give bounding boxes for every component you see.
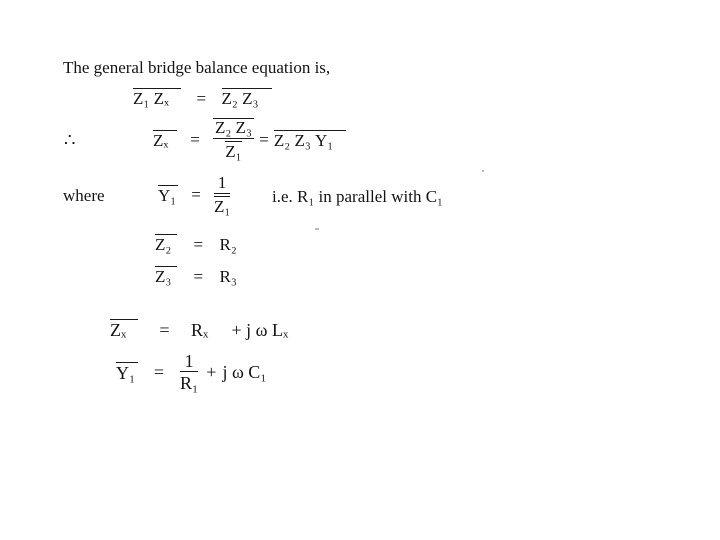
- term: Y₁: [315, 130, 334, 150]
- denominator: Z₁: [225, 142, 242, 161]
- denominator: Z₁: [214, 197, 231, 216]
- term: Z₂: [221, 89, 238, 108]
- rhs-product: [222, 88, 272, 108]
- z2-equation: [155, 234, 237, 255]
- term: Z₃: [242, 89, 259, 108]
- zx-term: Zₓ: [110, 319, 138, 339]
- numerator: Z₂ Z₃: [215, 118, 252, 137]
- fraction: [213, 118, 254, 161]
- zx-term: Zₓ: [153, 130, 177, 150]
- equals-sign: =: [259, 129, 269, 149]
- equals-sign: =: [153, 361, 165, 382]
- intro-text: The general bridge balance equation is,: [63, 58, 331, 77]
- y1-term: Y₁: [116, 362, 138, 382]
- r2-term: R₂: [219, 235, 237, 254]
- y1-term: Y₁: [158, 186, 177, 205]
- balance-equation: [133, 88, 272, 109]
- equals-sign: =: [191, 185, 201, 204]
- fraction: [214, 174, 230, 216]
- fraction: [180, 352, 198, 392]
- y1-definition: [158, 174, 230, 216]
- term: Z₁: [133, 89, 150, 108]
- zx-impedance-equation: [110, 319, 288, 341]
- therefore-symbol: ∴: [64, 130, 76, 150]
- r3-term: R₃: [219, 267, 237, 286]
- plus-sign: +: [231, 320, 242, 340]
- where-label: where: [63, 186, 105, 205]
- term: Zₓ: [153, 89, 169, 108]
- susceptance-term: j ω C₁: [222, 361, 267, 382]
- equals-sign: =: [196, 89, 207, 108]
- term: Z₂: [273, 130, 291, 150]
- equals-sign: =: [159, 320, 170, 340]
- z2-term: Z₂: [155, 234, 177, 254]
- fraction-bar: [214, 193, 230, 194]
- reactance-term: j ω Lₓ: [246, 320, 289, 340]
- numerator: 1: [184, 351, 194, 371]
- equals-sign: =: [193, 267, 204, 286]
- term: Z₃: [294, 130, 311, 150]
- equals-sign: =: [190, 129, 200, 149]
- numerator: 1: [217, 173, 227, 192]
- zx-equation: [153, 118, 346, 161]
- plus-sign: +: [206, 361, 217, 382]
- fraction-bar: [213, 138, 254, 139]
- rx-term: Rₓ: [191, 320, 209, 340]
- parallel-note: i.e. R₁ in parallel with C₁: [272, 187, 443, 206]
- lhs-product: [133, 88, 181, 108]
- fraction-bar: [180, 371, 198, 372]
- z3-term: Z₃: [155, 266, 177, 286]
- rhs-product: [274, 130, 346, 150]
- denominator: R₁: [180, 373, 199, 393]
- z3-equation: [155, 266, 237, 287]
- equals-sign: =: [193, 235, 204, 254]
- scan-speck: [482, 170, 484, 172]
- scan-speck: [315, 228, 319, 230]
- y1-admittance-equation: [116, 352, 267, 392]
